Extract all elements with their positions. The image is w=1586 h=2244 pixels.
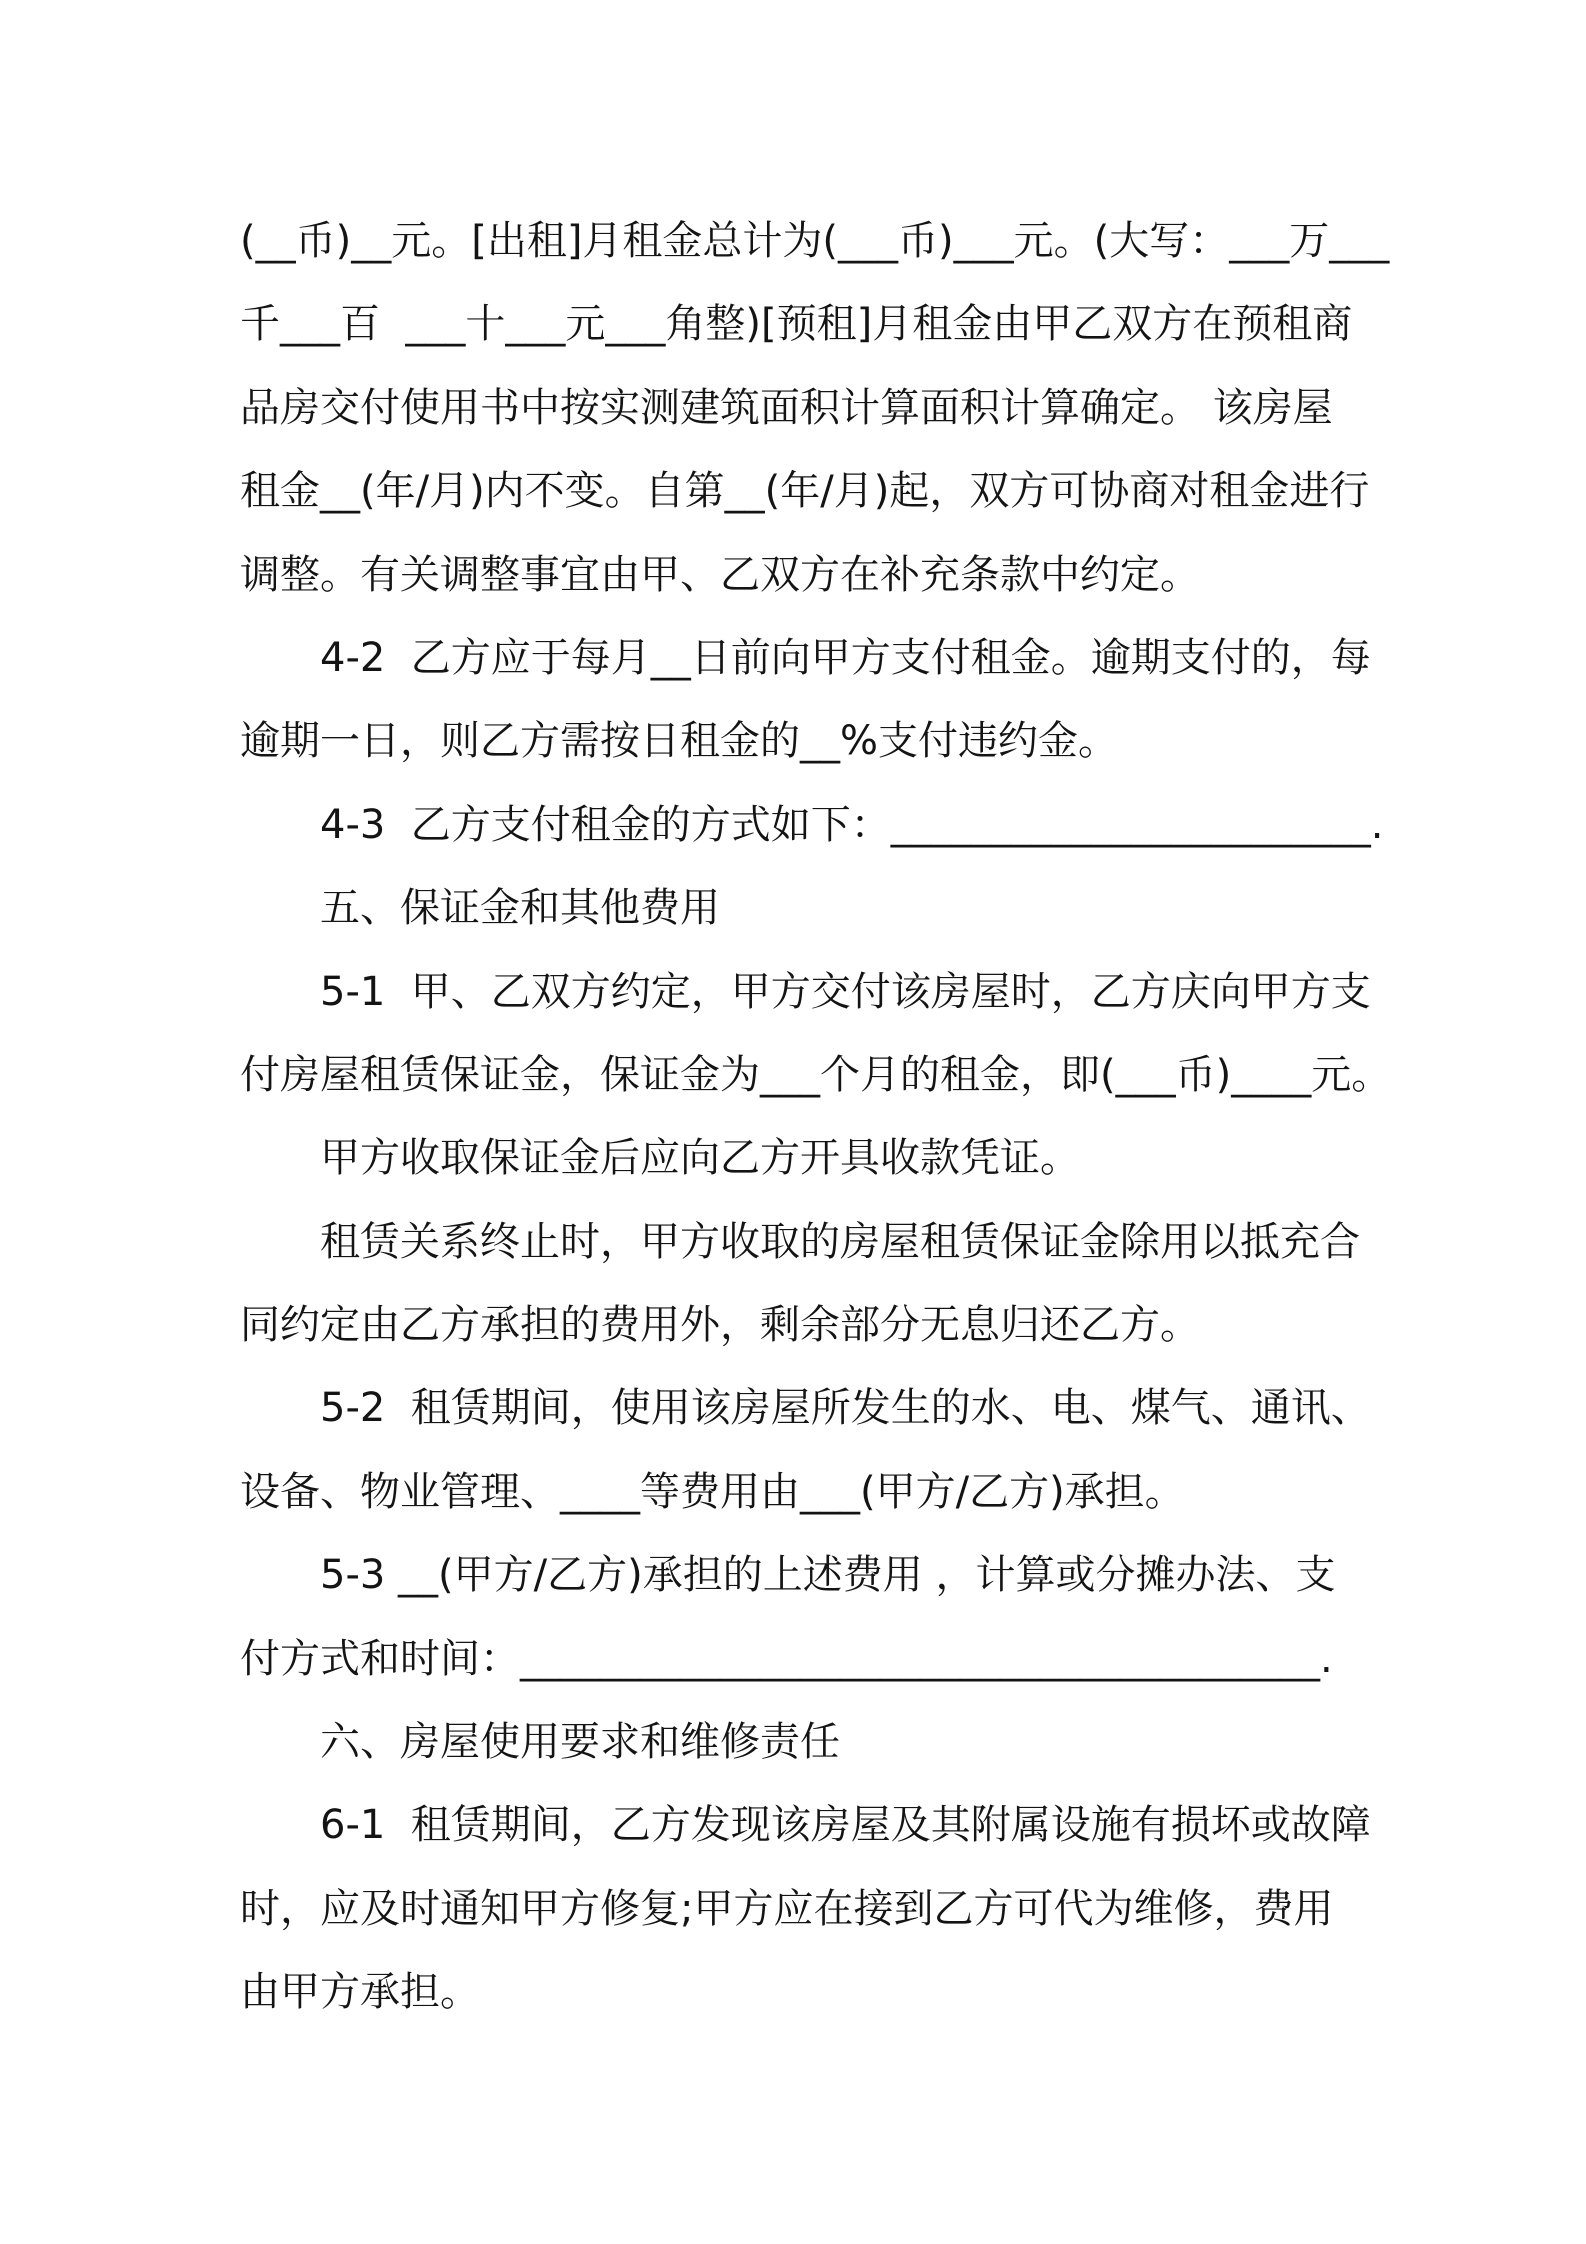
clause-5-1: 5-1 甲、乙双方约定，甲方交付该房屋时，乙方庆向甲方支 xyxy=(320,968,1371,1015)
clause-4-3: 4-3 乙方支付租金的方式如下：________________________. xyxy=(320,801,1384,848)
clause-5-3: 5-3 __(甲方/乙方)承担的上述费用 ，计算或分摊办法、支 xyxy=(320,1552,1336,1599)
text-line: 同约定由乙方承担的费用外，剩余部分无息归还乙方。 xyxy=(240,1302,1200,1349)
text-line: 由甲方承担。 xyxy=(240,1969,480,2016)
text-line: 付方式和时间：________________________________________. xyxy=(240,1635,1333,1682)
text-line: 租金__(年/月)内不变。自第__(年/月)起，双方可协商对租金进行 xyxy=(240,468,1370,515)
text-line: 甲方收取保证金后应向乙方开具收款凭证。 xyxy=(320,1135,1080,1182)
clause-6-1: 6-1 租赁期间，乙方发现该房屋及其附属设施有损坏或故障 xyxy=(320,1802,1371,1849)
section-heading-6: 六、房屋使用要求和维修责任 xyxy=(320,1719,840,1766)
text-line: 付房屋租赁保证金，保证金为___个月的租金，即(___币)____元。 xyxy=(240,1051,1392,1098)
document-body xyxy=(240,200,1392,2035)
text-line: 品房交付使用书中按实测建筑面积计算面积计算确定。 该房屋 xyxy=(240,384,1333,431)
clause-5-2: 5-2 租赁期间，使用该房屋所发生的水、电、煤气、通讯、 xyxy=(320,1385,1371,1432)
text-line: (__币)__元。[出租]月租金总计为(___币)___元。(大写：___万___ xyxy=(240,218,1390,264)
text-line: 逾期一日，则乙方需按日租金的__%支付违约金。 xyxy=(240,718,1119,765)
clause-4-2: 4-2 乙方应于每月__日前向甲方支付租金。逾期支付的，每 xyxy=(320,634,1371,681)
text-line: 租赁关系终止时，甲方收取的房屋租赁保证金除用以抵充合 xyxy=(320,1218,1360,1265)
text-line: 调整。有关调整事宜由甲、乙双方在补充条款中约定。 xyxy=(240,551,1200,598)
text-line: 设备、物业管理、____等费用由___(甲方/乙方)承担。 xyxy=(240,1468,1185,1515)
section-heading-5: 五、保证金和其他费用 xyxy=(320,885,720,932)
text-line: 千___百 ___十___元___角整)[预租]月租金由甲乙双方在预租商 xyxy=(240,301,1353,348)
text-line: 时，应及时通知甲方修复;甲方应在接到乙方可代为维修，费用 xyxy=(240,1885,1334,1932)
